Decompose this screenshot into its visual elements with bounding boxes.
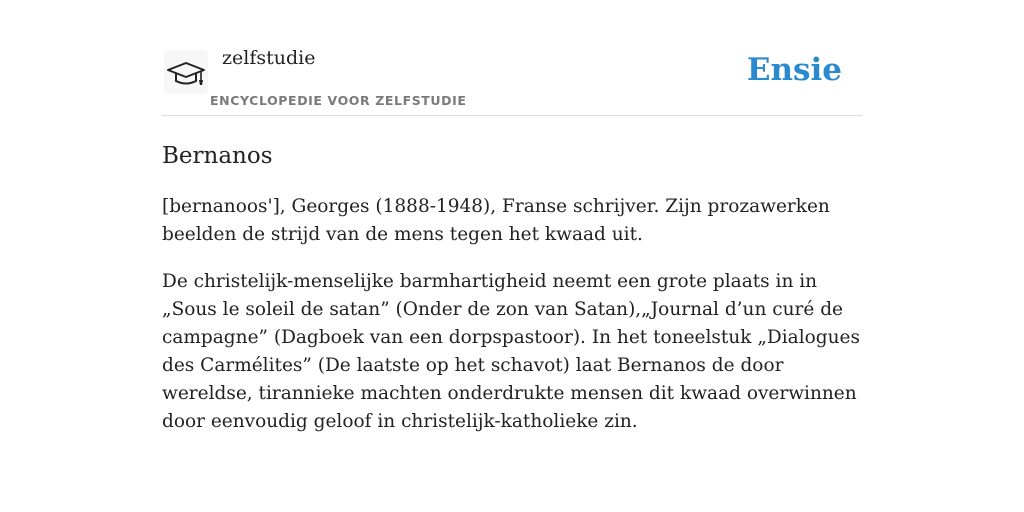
article-paragraph: [bernanoos'], Georges (1888-1948), Franse schrijver. Zijn prozawerken beelden de strijd van de mens tegen het kwaad uit. xyxy=(162,196,830,245)
article-title: Bernanos xyxy=(162,143,273,169)
brand-logo-link[interactable]: Ensie xyxy=(746,52,842,88)
article-paragraph: De christelijk-menselijke barmhartigheid neemt een grote plaats in in „Sous le soleil de satan” (Onder de zon van Satan),„Journal d’un curé de campagne” (Dagboek van een dorpspastoor). In het toneelstuk „Dialogues des Carmélites” (De laatste op het schavot) laat Bernanos de door wereldse, tirannieke machten onderdrukte mensen dit kwaad overwinnen door eenvoudig geloof in christelijk-katholieke zin. xyxy=(162,271,860,432)
site-subtitle: ENCYCLOPEDIE VOOR ZELFSTUDIE xyxy=(210,93,467,108)
graduation-cap-icon[interactable] xyxy=(164,50,208,94)
page-container xyxy=(162,0,862,436)
site-title-link[interactable]: zelfstudie xyxy=(222,47,316,69)
site-header xyxy=(162,0,862,116)
